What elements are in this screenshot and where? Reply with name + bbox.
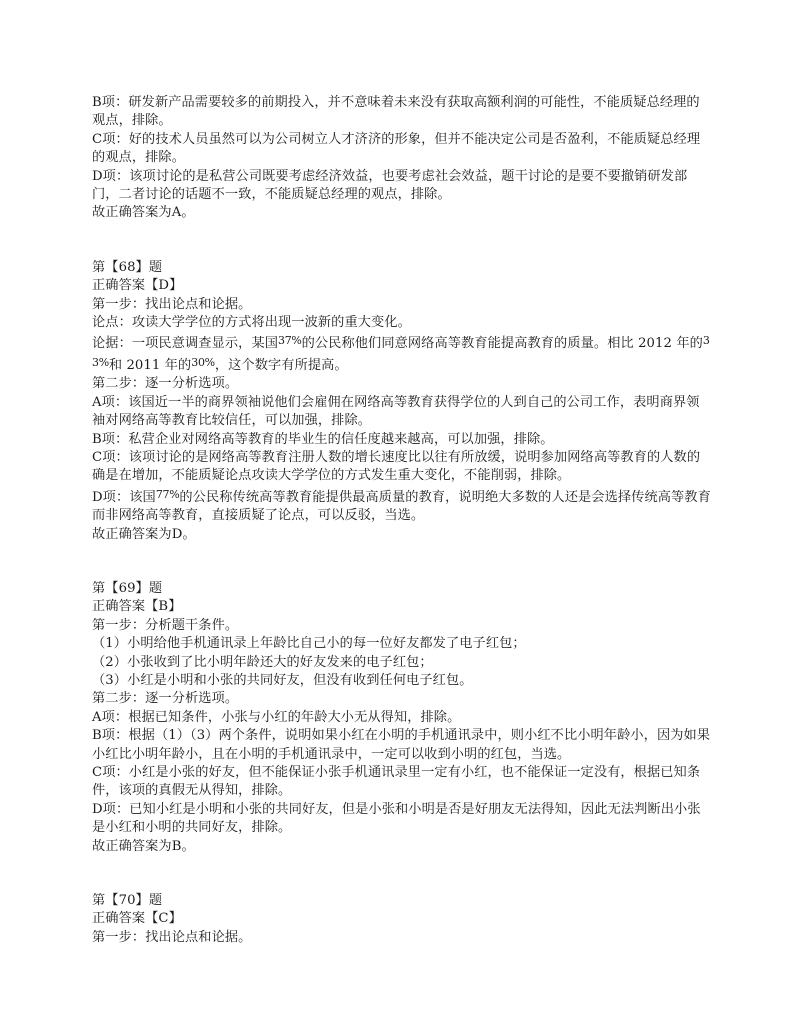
option-b-analysis: B项：根据（1）（3）两个条件，说明如果小红在小明的手机通讯录中，则小红不比小明年龄小，因为如果小红比小明年龄小，且在小明的手机通讯录中，一定可以收到小明的红包，当选。 xyxy=(92,728,711,762)
section-gap xyxy=(92,544,712,580)
correct-answer: 正确答案【C】 xyxy=(92,911,182,927)
conclusion: 故正确答案为A。 xyxy=(92,205,195,221)
evidence-text-c: 和 2011 年的 xyxy=(108,357,192,373)
question-69 xyxy=(92,580,712,856)
conclusion: 故正确答案为B。 xyxy=(92,838,195,854)
correct-answer: 正确答案【D】 xyxy=(92,278,183,294)
option-a-analysis: A项：根据已知条件，小张与小红的年龄大小无从得知，排除。 xyxy=(92,709,461,725)
question-70 xyxy=(92,892,712,947)
option-d-text-a: D项：该国 xyxy=(92,489,156,505)
question-68 xyxy=(92,259,712,544)
option-c-analysis: C项：好的技术人员虽然可以为公司树立人才济济的形象，但并不能决定公司是否盈利，不能质疑总经理的观点，排除。 xyxy=(92,131,701,166)
question-title: 第【70】题 xyxy=(92,893,163,909)
percent-30: 30% xyxy=(191,355,215,369)
evidence-text-b: 的公民称他们同意网络高等教育能提高教育的质量。相比 2012 年的 xyxy=(301,336,703,352)
evidence xyxy=(92,332,712,375)
option-d-analysis: D项：已知小红是小明和小张的共同好友，但是小张和小明是否是好朋友无法得知，因此无法判断出小张是小红和小明的共同好友，排除。 xyxy=(92,801,701,836)
condition-1: （1）小明给他手机通讯录上年龄比自己小的每一位好友都发了电子红包； xyxy=(92,636,526,652)
question-67-tail xyxy=(92,94,712,223)
section-gap xyxy=(92,856,712,892)
document-page xyxy=(92,94,712,947)
option-b-analysis: B项：私营企业对网络高等教育的毕业生的信任度越来越高，可以加强，排除。 xyxy=(92,431,554,447)
option-a-analysis: A项：该国近一半的商界领袖说他们会雇佣在网络高等教育获得学位的人到自己的公司工作，表明商界领袖对网络高等教育比较信任，可以加强，排除。 xyxy=(92,394,700,429)
correct-answer: 正确答案【B】 xyxy=(92,599,182,615)
option-b-analysis: B项：研发新产品需要较多的前期投入，并不意味着未来没有获取高额利润的可能性，不能质疑总经理的观点，排除。 xyxy=(92,95,700,129)
step-two: 第二步：逐一分析选项。 xyxy=(92,691,239,707)
question-title: 第【69】题 xyxy=(92,580,163,596)
option-c-analysis: C项：该项讨论的是网络高等教育注册人数的增长速度比以往有所放缓，说明参加网络高等教育的人数的确是在增加，不能质疑论点攻读大学学位的方式发生重大变化，不能削弱，排除。 xyxy=(92,449,701,484)
option-d-analysis xyxy=(92,486,712,526)
evidence-text-d: ，这个数字有所提高。 xyxy=(214,357,348,373)
percent-37: 37% xyxy=(278,334,302,348)
step-one: 第一步：找出论点和论据。 xyxy=(92,296,252,312)
option-d-text-b: 的公民称传统高等教育能提供最高质量的教育，说明绝大多数的人还是会选择传统高等教育而非网络高等教育，直接质疑了论点，可以反驳，当选。 xyxy=(92,489,711,524)
question-title: 第【68】题 xyxy=(92,259,163,275)
percent-77: 77% xyxy=(155,487,180,501)
percent-33: 33% xyxy=(92,334,710,369)
condition-2: （2）小张收到了比小明年龄还大的好友发来的电子红包； xyxy=(92,654,433,670)
section-gap xyxy=(92,223,712,259)
condition-3: （3）小红是小明和小张的共同好友，但没有收到任何电子红包。 xyxy=(92,672,473,688)
option-c-analysis: C项：小红是小张的好友，但不能保证小张手机通讯录里一定有小红，也不能保证一定没有，根据已知条件，该项的真假无从得知，排除。 xyxy=(92,765,701,799)
option-d-analysis: D项：该项讨论的是私营公司既要考虑经济效益，也要考虑社会效益，题干讨论的是要不要撤销研发部门，二者讨论的话题不一致，不能质疑总经理的观点，排除。 xyxy=(92,168,688,203)
step-one: 第一步：分析题干条件。 xyxy=(92,617,239,633)
conclusion: 故正确答案为D。 xyxy=(92,526,196,542)
evidence-text-a: 论据：一项民意调查显示，某国 xyxy=(92,336,279,352)
step-two: 第二步：逐一分析选项。 xyxy=(92,376,239,392)
step-one: 第一步：找出论点和论据。 xyxy=(92,929,252,945)
claim: 论点：攻读大学学位的方式将出现一波新的重大变化。 xyxy=(92,315,411,331)
